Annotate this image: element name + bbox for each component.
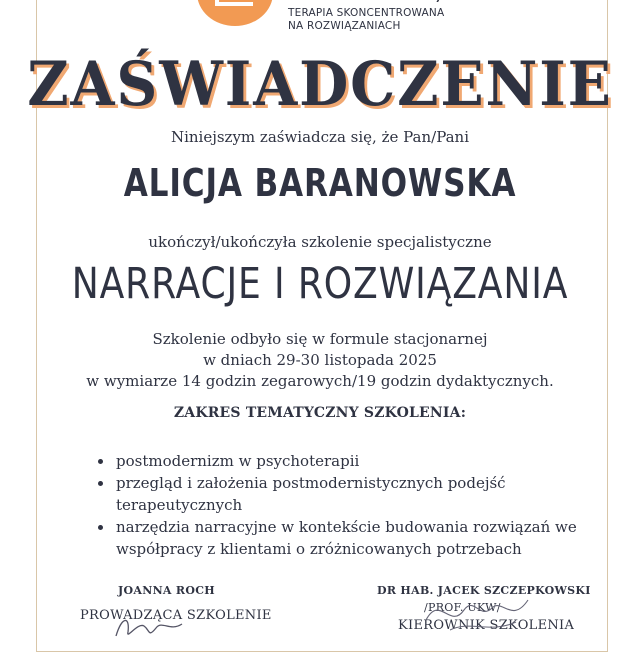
right-signature-scribble (420, 590, 540, 636)
topic-text: narzędzia narracyjne w kontekście budowania rozwiązań we współpracy z klientami o zróżnicowanych potrzebach (116, 518, 577, 558)
bullet-icon (98, 459, 103, 464)
bullet-icon (98, 525, 103, 530)
left-signatory-role: PROWADZĄCA SZKOLENIE (80, 608, 272, 623)
recipient-name: ALICJA BARANOWSKA (123, 161, 517, 205)
completion-text: ukończył/ukończyła szkolenie specjalistyczne (148, 233, 492, 251)
organization-name-line2: NA ROZWIĄZANIACH (288, 20, 401, 32)
left-signatory (118, 584, 215, 597)
detail-hours: w wymiarze 14 godzin zegarowych/19 godzin dydaktycznych. (86, 372, 554, 390)
topic-item (96, 450, 596, 472)
topic-item (96, 516, 596, 560)
topic-item (96, 472, 596, 516)
detail-dates: w dniach 29-30 listopada 2025 (203, 351, 437, 369)
detail-format: Szkolenie odbyło się w formule stacjonarnej (152, 330, 488, 348)
topic-text: przegląd i założenia postmodernistycznych podejść terapeutycznych (116, 474, 506, 514)
right-signatory-title: /PROF. UKW/ (424, 601, 501, 614)
topics-list (96, 450, 596, 560)
organization-name-line1: TERAPIA SKONCENTROWANA (288, 7, 445, 19)
topics-heading: ZAKRES TEMATYCZNY SZKOLENIA: (173, 405, 467, 421)
logo-symbol-icon (213, 0, 257, 18)
left-signature-scribble (112, 612, 192, 642)
topic-text: postmodernizm w psychoterapii (116, 452, 360, 470)
right-signatory-name: DR HAB. JACEK SZCZEPKOWSKI (377, 584, 591, 597)
course-title: NARRACJE I ROZWIĄZANIA (71, 259, 569, 309)
intro-text: Niniejszym zaświadcza się, że Pan/Pani (170, 128, 470, 146)
left-signatory-name: JOANNA ROCH (118, 584, 215, 597)
logo-accent-icon (436, 0, 442, 2)
bullet-icon (98, 481, 103, 486)
organization-name (288, 7, 444, 33)
right-signatory-role: KIEROWNIK SZKOLENIA (398, 618, 575, 633)
certificate-title: ZAŚWIADCZENIE (27, 49, 613, 120)
